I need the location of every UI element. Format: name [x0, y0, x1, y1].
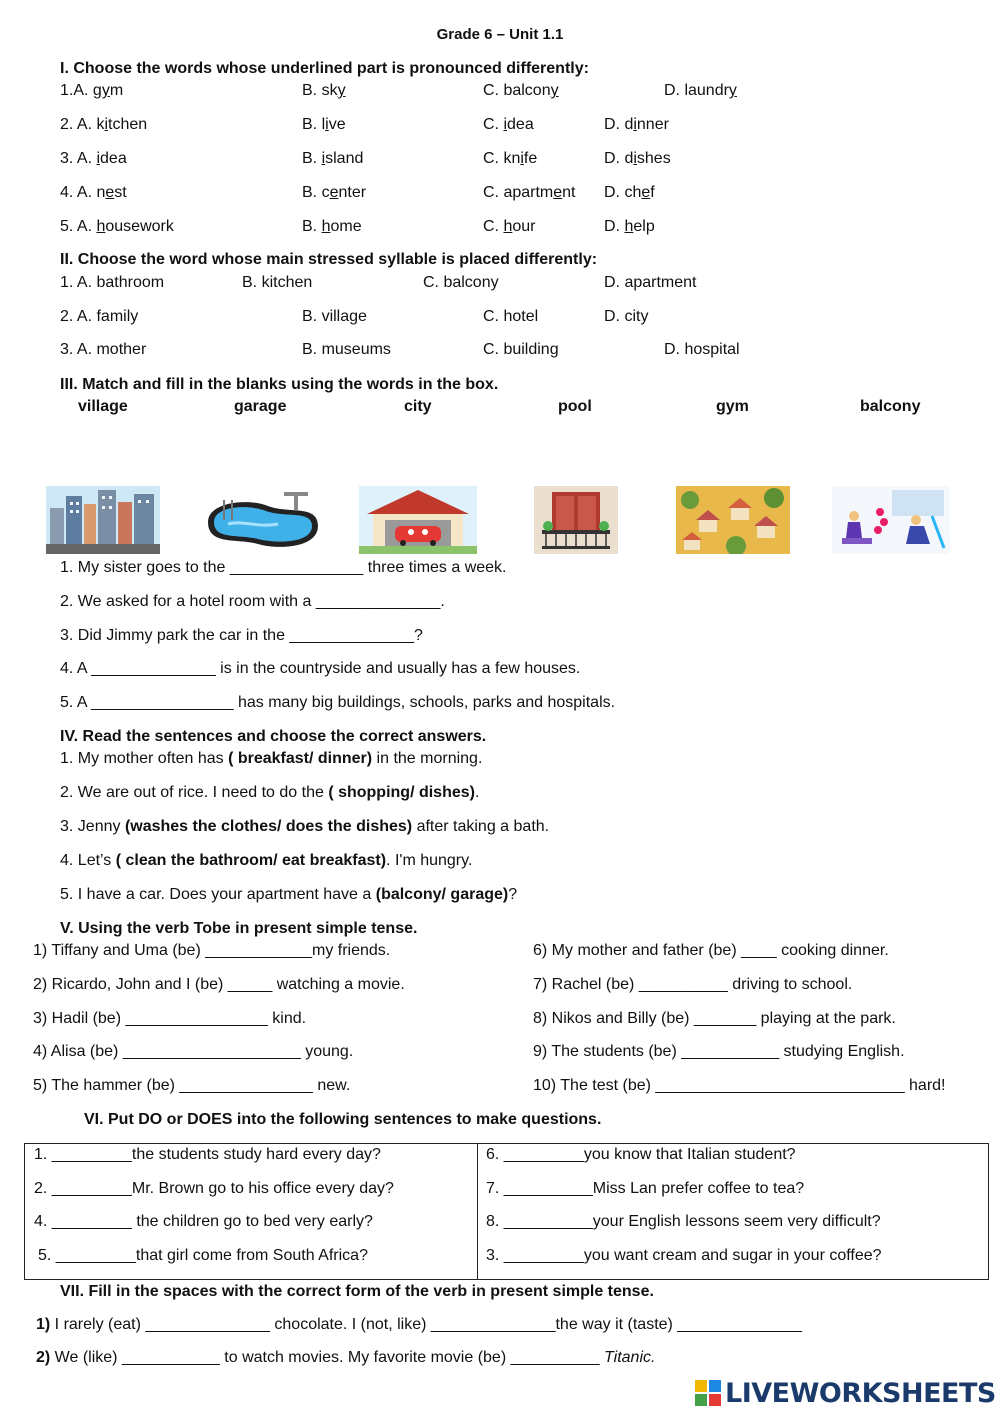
s6-left-3: 4. _________ the children go to bed very early? [34, 1213, 373, 1230]
s5-right-9: 9) The students (be) ___________ studying English. [533, 1043, 905, 1060]
table-divider [477, 1144, 478, 1279]
s5-left-4: 4) Alisa (be) ____________________ young. [33, 1043, 354, 1060]
s5-right-8: 8) Nikos and Billy (be) _______ playing at the park. [533, 1010, 896, 1027]
s5-left-5: 5) The hammer (be) _______________ new. [33, 1077, 351, 1094]
s2-question-2: 2. A. family B. village C. hotel D. city [60, 308, 649, 325]
section-7-heading: VII. Fill in the spaces with the correct form of the verb in present simple tense. [60, 1283, 654, 1300]
garage-picture [359, 486, 477, 554]
s1-question-2: 2. A. kitchen B. live C. idea D. dinner [60, 116, 669, 133]
s5-right-7: 7) Rachel (be) __________ driving to school. [533, 976, 853, 993]
word-box-village: village [78, 398, 128, 415]
s3-sentence-3: 3. Did Jimmy park the car in the ______________? [60, 627, 423, 644]
s1-question-1: 1.A. gym B. sky C. balcony D. laundry [60, 82, 737, 99]
section-6-heading: VI. Put DO or DOES into the following sentences to make questions. [84, 1111, 602, 1128]
s4-question-1: 1. My mother often has ( breakfast/ dinner) in the morning. [60, 750, 483, 767]
s7-question-2: 2) We (like) ___________ to watch movies. My favorite movie (be) __________ Titanic. [36, 1349, 656, 1366]
city-picture [46, 486, 160, 554]
s2-question-1: 1. A. bathroom B. kitchen C. balcony D. apartment [60, 274, 697, 291]
word-box-city: city [404, 398, 432, 415]
balcony-picture [534, 486, 618, 554]
s6-left-2: 2. _________Mr. Brown go to his office every day? [34, 1180, 394, 1197]
s4-question-5: 5. I have a car. Does your apartment have a (balcony/ garage)? [60, 886, 518, 903]
word-box-garage: garage [234, 398, 287, 415]
pool-picture [198, 486, 322, 554]
s1-question-3: 3. A. idea B. island C. knife D. dishes [60, 150, 671, 167]
s6-right-2: 7. __________Miss Lan prefer coffee to tea? [486, 1180, 805, 1197]
s6-right-4: 3. _________you want cream and sugar in your coffee? [486, 1247, 882, 1264]
section-2-heading: II. Choose the word whose main stressed syllable is placed differently: [60, 251, 598, 268]
section-5-heading: V. Using the verb Tobe in present simple tense. [60, 920, 418, 937]
s6-right-3: 8. __________your English lessons seem very difficult? [486, 1213, 881, 1230]
s7-question-1: 1) I rarely (eat) ______________ chocolate. I (not, like) ______________the way it (taste) ______________ [36, 1316, 802, 1333]
section-3-heading: III. Match and fill in the blanks using the words in the box. [60, 376, 499, 393]
word-box-pool: pool [558, 398, 592, 415]
s4-question-3: 3. Jenny (washes the clothes/ does the dishes) after taking a bath. [60, 818, 550, 835]
section-1-heading: I. Choose the words whose underlined part is pronounced differently: [60, 60, 589, 77]
s3-sentence-1: 1. My sister goes to the _______________ three times a week. [60, 559, 507, 576]
s3-sentence-2: 2. We asked for a hotel room with a ______________. [60, 593, 445, 610]
s5-right-6: 6) My mother and father (be) ____ cooking dinner. [533, 942, 889, 959]
logo-text: LIVEWORKSHEETS [725, 1378, 996, 1409]
s4-question-4: 4. Let’s ( clean the bathroom/ eat breakfast). I'm hungry. [60, 852, 473, 869]
s6-right-1: 6. _________you know that Italian student? [486, 1146, 796, 1163]
section-4-heading: IV. Read the sentences and choose the correct answers. [60, 728, 487, 745]
word-box-gym: gym [716, 398, 749, 415]
s1-question-5: 5. A. housework B. home C. hour D. help [60, 218, 655, 235]
logo-mark-icon [695, 1380, 721, 1406]
page-title: Grade 6 – Unit 1.1 [436, 26, 564, 43]
gym-picture [832, 486, 950, 554]
s5-right-10: 10) The test (be) ____________________________ hard! [533, 1077, 946, 1094]
s1-question-4: 4. A. nest B. center C. apartment D. chef [60, 184, 655, 201]
village-picture [676, 486, 790, 554]
s5-left-2: 2) Ricardo, John and I (be) _____ watching a movie. [33, 976, 405, 993]
s5-left-3: 3) Hadil (be) ________________ kind. [33, 1010, 307, 1027]
s3-sentence-4: 4. A ______________ is in the countryside and usually has a few houses. [60, 660, 581, 677]
s6-table [24, 1143, 989, 1280]
s4-question-2: 2. We are out of rice. I need to do the ( shopping/ dishes). [60, 784, 480, 801]
s5-left-1: 1) Tiffany and Uma (be) ____________my friends. [33, 942, 391, 959]
s2-question-3: 3. A. mother B. museums C. building D. hospital [60, 341, 740, 358]
word-box-balcony: balcony [860, 398, 921, 415]
s6-left-1: 1. _________the students study hard every day? [34, 1146, 381, 1163]
s6-left-4: 5. _________that girl come from South Africa? [38, 1247, 368, 1264]
s3-sentence-5: 5. A ________________ has many big buildings, schools, parks and hospitals. [60, 694, 616, 711]
